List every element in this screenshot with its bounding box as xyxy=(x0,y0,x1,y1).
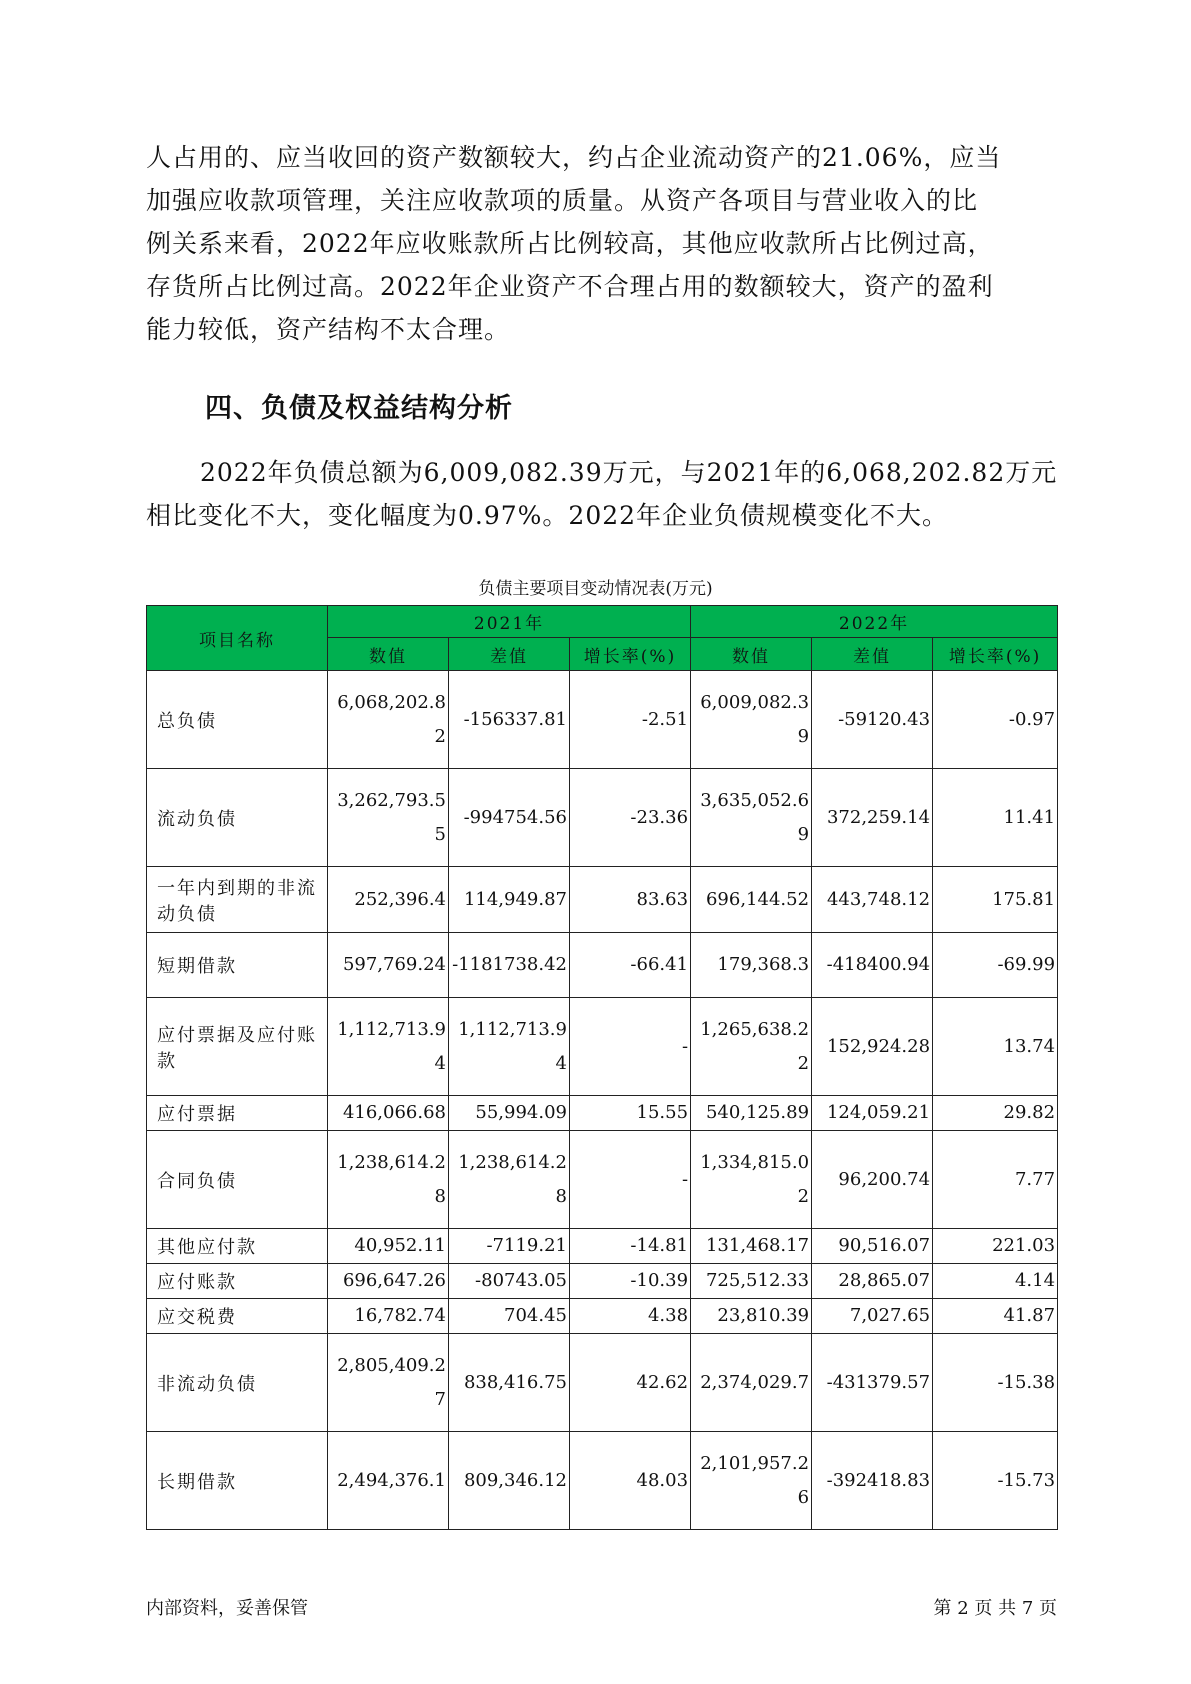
table-row xyxy=(147,1096,1058,1131)
table-row xyxy=(147,1264,1058,1299)
section-heading: 四、负债及权益结构分析 xyxy=(205,393,513,424)
cell-2021-diff: -80743.05 xyxy=(449,1264,570,1299)
cell-2022-growth: 13.74 xyxy=(933,998,1058,1096)
liabilities-table xyxy=(146,605,1058,1530)
row-name: 应付票据及应付账款 xyxy=(147,998,328,1096)
cell-2022-growth: 221.03 xyxy=(933,1229,1058,1264)
body-line-1: 人占用的、应当收回的资产数额较大，约占企业流动资产的21.06%，应当 xyxy=(146,143,1002,172)
cell-2021-diff: -156337.81 xyxy=(449,671,570,769)
header-2022-growth: 增长率(%) xyxy=(933,638,1058,671)
cell-2022-growth: -15.38 xyxy=(933,1334,1058,1432)
body-line-4: 存货所占比例过高。2022年企业资产不合理占用的数额较大，资产的盈利 xyxy=(146,272,994,301)
row-name: 总负债 xyxy=(147,671,328,769)
table-row xyxy=(147,1131,1058,1229)
cell-2022-growth: -69.99 xyxy=(933,933,1058,998)
cell-2022-diff: 90,516.07 xyxy=(812,1229,933,1264)
cell-2021-diff: 1,238,614.28 xyxy=(449,1131,570,1229)
row-name: 长期借款 xyxy=(147,1432,328,1530)
footer-confidential-note: 内部资料，妥善保管 xyxy=(146,1598,308,1619)
cell-2021-diff: 838,416.75 xyxy=(449,1334,570,1432)
cell-2021-growth: 83.63 xyxy=(570,867,691,933)
cell-2021-value: 1,238,614.28 xyxy=(328,1131,449,1229)
cell-2022-growth: 41.87 xyxy=(933,1299,1058,1334)
body-line-2: 加强应收款项管理，关注应收款项的质量。从资产各项目与营业收入的比 xyxy=(146,186,979,215)
cell-2022-diff: 124,059.21 xyxy=(812,1096,933,1131)
table-row xyxy=(147,1229,1058,1264)
row-name: 一年内到期的非流动负债 xyxy=(147,867,328,933)
table-row xyxy=(147,933,1058,998)
cell-2021-growth: -66.41 xyxy=(570,933,691,998)
cell-2021-growth: - xyxy=(570,1131,691,1229)
cell-2021-diff: -1181738.42 xyxy=(449,933,570,998)
cell-2021-diff: 55,994.09 xyxy=(449,1096,570,1131)
header-year-2022: 2022年 xyxy=(691,606,1058,638)
cell-2022-diff: -392418.83 xyxy=(812,1432,933,1530)
body-line-5: 能力较低，资产结构不太合理。 xyxy=(146,315,511,344)
cell-2022-value: 1,265,638.22 xyxy=(691,998,812,1096)
cell-2022-value: 23,810.39 xyxy=(691,1299,812,1334)
row-name: 合同负债 xyxy=(147,1131,328,1229)
cell-2021-diff: -7119.21 xyxy=(449,1229,570,1264)
cell-2021-growth: 15.55 xyxy=(570,1096,691,1131)
cell-2022-growth: 4.14 xyxy=(933,1264,1058,1299)
table-row xyxy=(147,1334,1058,1432)
cell-2021-value: 3,262,793.55 xyxy=(328,769,449,867)
cell-2021-value: 252,396.4 xyxy=(328,867,449,933)
table-row xyxy=(147,769,1058,867)
table-caption: 负债主要项目变动情况表(万元) xyxy=(478,579,713,599)
row-name: 其他应付款 xyxy=(147,1229,328,1264)
cell-2022-diff: 372,259.14 xyxy=(812,769,933,867)
header-item-name: 项目名称 xyxy=(147,606,328,671)
cell-2021-value: 2,805,409.27 xyxy=(328,1334,449,1432)
cell-2021-diff: 1,112,713.94 xyxy=(449,998,570,1096)
header-2021-diff: 差值 xyxy=(449,638,570,671)
row-name: 应付账款 xyxy=(147,1264,328,1299)
cell-2021-value: 597,769.24 xyxy=(328,933,449,998)
table-row xyxy=(147,671,1058,769)
cell-2022-value: 131,468.17 xyxy=(691,1229,812,1264)
cell-2022-diff: -431379.57 xyxy=(812,1334,933,1432)
cell-2021-growth: -23.36 xyxy=(570,769,691,867)
cell-2022-growth: -15.73 xyxy=(933,1432,1058,1530)
cell-2022-value: 2,101,957.26 xyxy=(691,1432,812,1530)
header-2021-value: 数值 xyxy=(328,638,449,671)
header-year-2021: 2021年 xyxy=(328,606,691,638)
table-row xyxy=(147,1299,1058,1334)
table-row xyxy=(147,1432,1058,1530)
cell-2021-value: 40,952.11 xyxy=(328,1229,449,1264)
cell-2022-diff: 96,200.74 xyxy=(812,1131,933,1229)
cell-2021-growth: -10.39 xyxy=(570,1264,691,1299)
cell-2022-diff: -418400.94 xyxy=(812,933,933,998)
cell-2022-growth: -0.97 xyxy=(933,671,1058,769)
cell-2021-diff: 809,346.12 xyxy=(449,1432,570,1530)
row-name: 短期借款 xyxy=(147,933,328,998)
row-name: 应付票据 xyxy=(147,1096,328,1131)
cell-2021-growth: -2.51 xyxy=(570,671,691,769)
cell-2021-value: 2,494,376.1 xyxy=(328,1432,449,1530)
cell-2021-value: 6,068,202.82 xyxy=(328,671,449,769)
cell-2022-value: 2,374,029.7 xyxy=(691,1334,812,1432)
cell-2022-growth: 29.82 xyxy=(933,1096,1058,1131)
cell-2022-growth: 175.81 xyxy=(933,867,1058,933)
body-line-6: 2022年负债总额为6,009,082.39万元，与2021年的6,068,202.82万元 xyxy=(200,458,1058,487)
footer-page-number: 第 2 页 共 7 页 xyxy=(933,1598,1057,1619)
row-name: 流动负债 xyxy=(147,769,328,867)
header-2021-growth: 增长率(%) xyxy=(570,638,691,671)
cell-2021-value: 696,647.26 xyxy=(328,1264,449,1299)
table-row xyxy=(147,998,1058,1096)
cell-2022-value: 540,125.89 xyxy=(691,1096,812,1131)
cell-2022-value: 179,368.3 xyxy=(691,933,812,998)
header-2022-diff: 差值 xyxy=(812,638,933,671)
cell-2021-growth: 48.03 xyxy=(570,1432,691,1530)
row-name: 非流动负债 xyxy=(147,1334,328,1432)
cell-2022-growth: 7.77 xyxy=(933,1131,1058,1229)
cell-2022-value: 1,334,815.02 xyxy=(691,1131,812,1229)
cell-2021-value: 16,782.74 xyxy=(328,1299,449,1334)
cell-2022-diff: 7,027.65 xyxy=(812,1299,933,1334)
cell-2021-diff: 114,949.87 xyxy=(449,867,570,933)
cell-2021-growth: -14.81 xyxy=(570,1229,691,1264)
cell-2022-diff: 152,924.28 xyxy=(812,998,933,1096)
cell-2022-value: 725,512.33 xyxy=(691,1264,812,1299)
cell-2022-diff: 443,748.12 xyxy=(812,867,933,933)
cell-2022-value: 6,009,082.39 xyxy=(691,671,812,769)
body-line-3: 例关系来看，2022年应收账款所占比例较高，其他应收款所占比例过高， xyxy=(146,229,994,258)
cell-2022-growth: 11.41 xyxy=(933,769,1058,867)
cell-2021-value: 1,112,713.94 xyxy=(328,998,449,1096)
cell-2021-growth: - xyxy=(570,998,691,1096)
cell-2021-diff: -994754.56 xyxy=(449,769,570,867)
cell-2021-value: 416,066.68 xyxy=(328,1096,449,1131)
cell-2022-value: 3,635,052.69 xyxy=(691,769,812,867)
cell-2021-growth: 42.62 xyxy=(570,1334,691,1432)
cell-2021-growth: 4.38 xyxy=(570,1299,691,1334)
cell-2022-value: 696,144.52 xyxy=(691,867,812,933)
body-line-7: 相比变化不大，变化幅度为0.97%。2022年企业负债规模变化不大。 xyxy=(146,501,949,530)
header-2022-value: 数值 xyxy=(691,638,812,671)
cell-2021-diff: 704.45 xyxy=(449,1299,570,1334)
cell-2022-diff: 28,865.07 xyxy=(812,1264,933,1299)
table-row xyxy=(147,867,1058,933)
cell-2022-diff: -59120.43 xyxy=(812,671,933,769)
row-name: 应交税费 xyxy=(147,1299,328,1334)
